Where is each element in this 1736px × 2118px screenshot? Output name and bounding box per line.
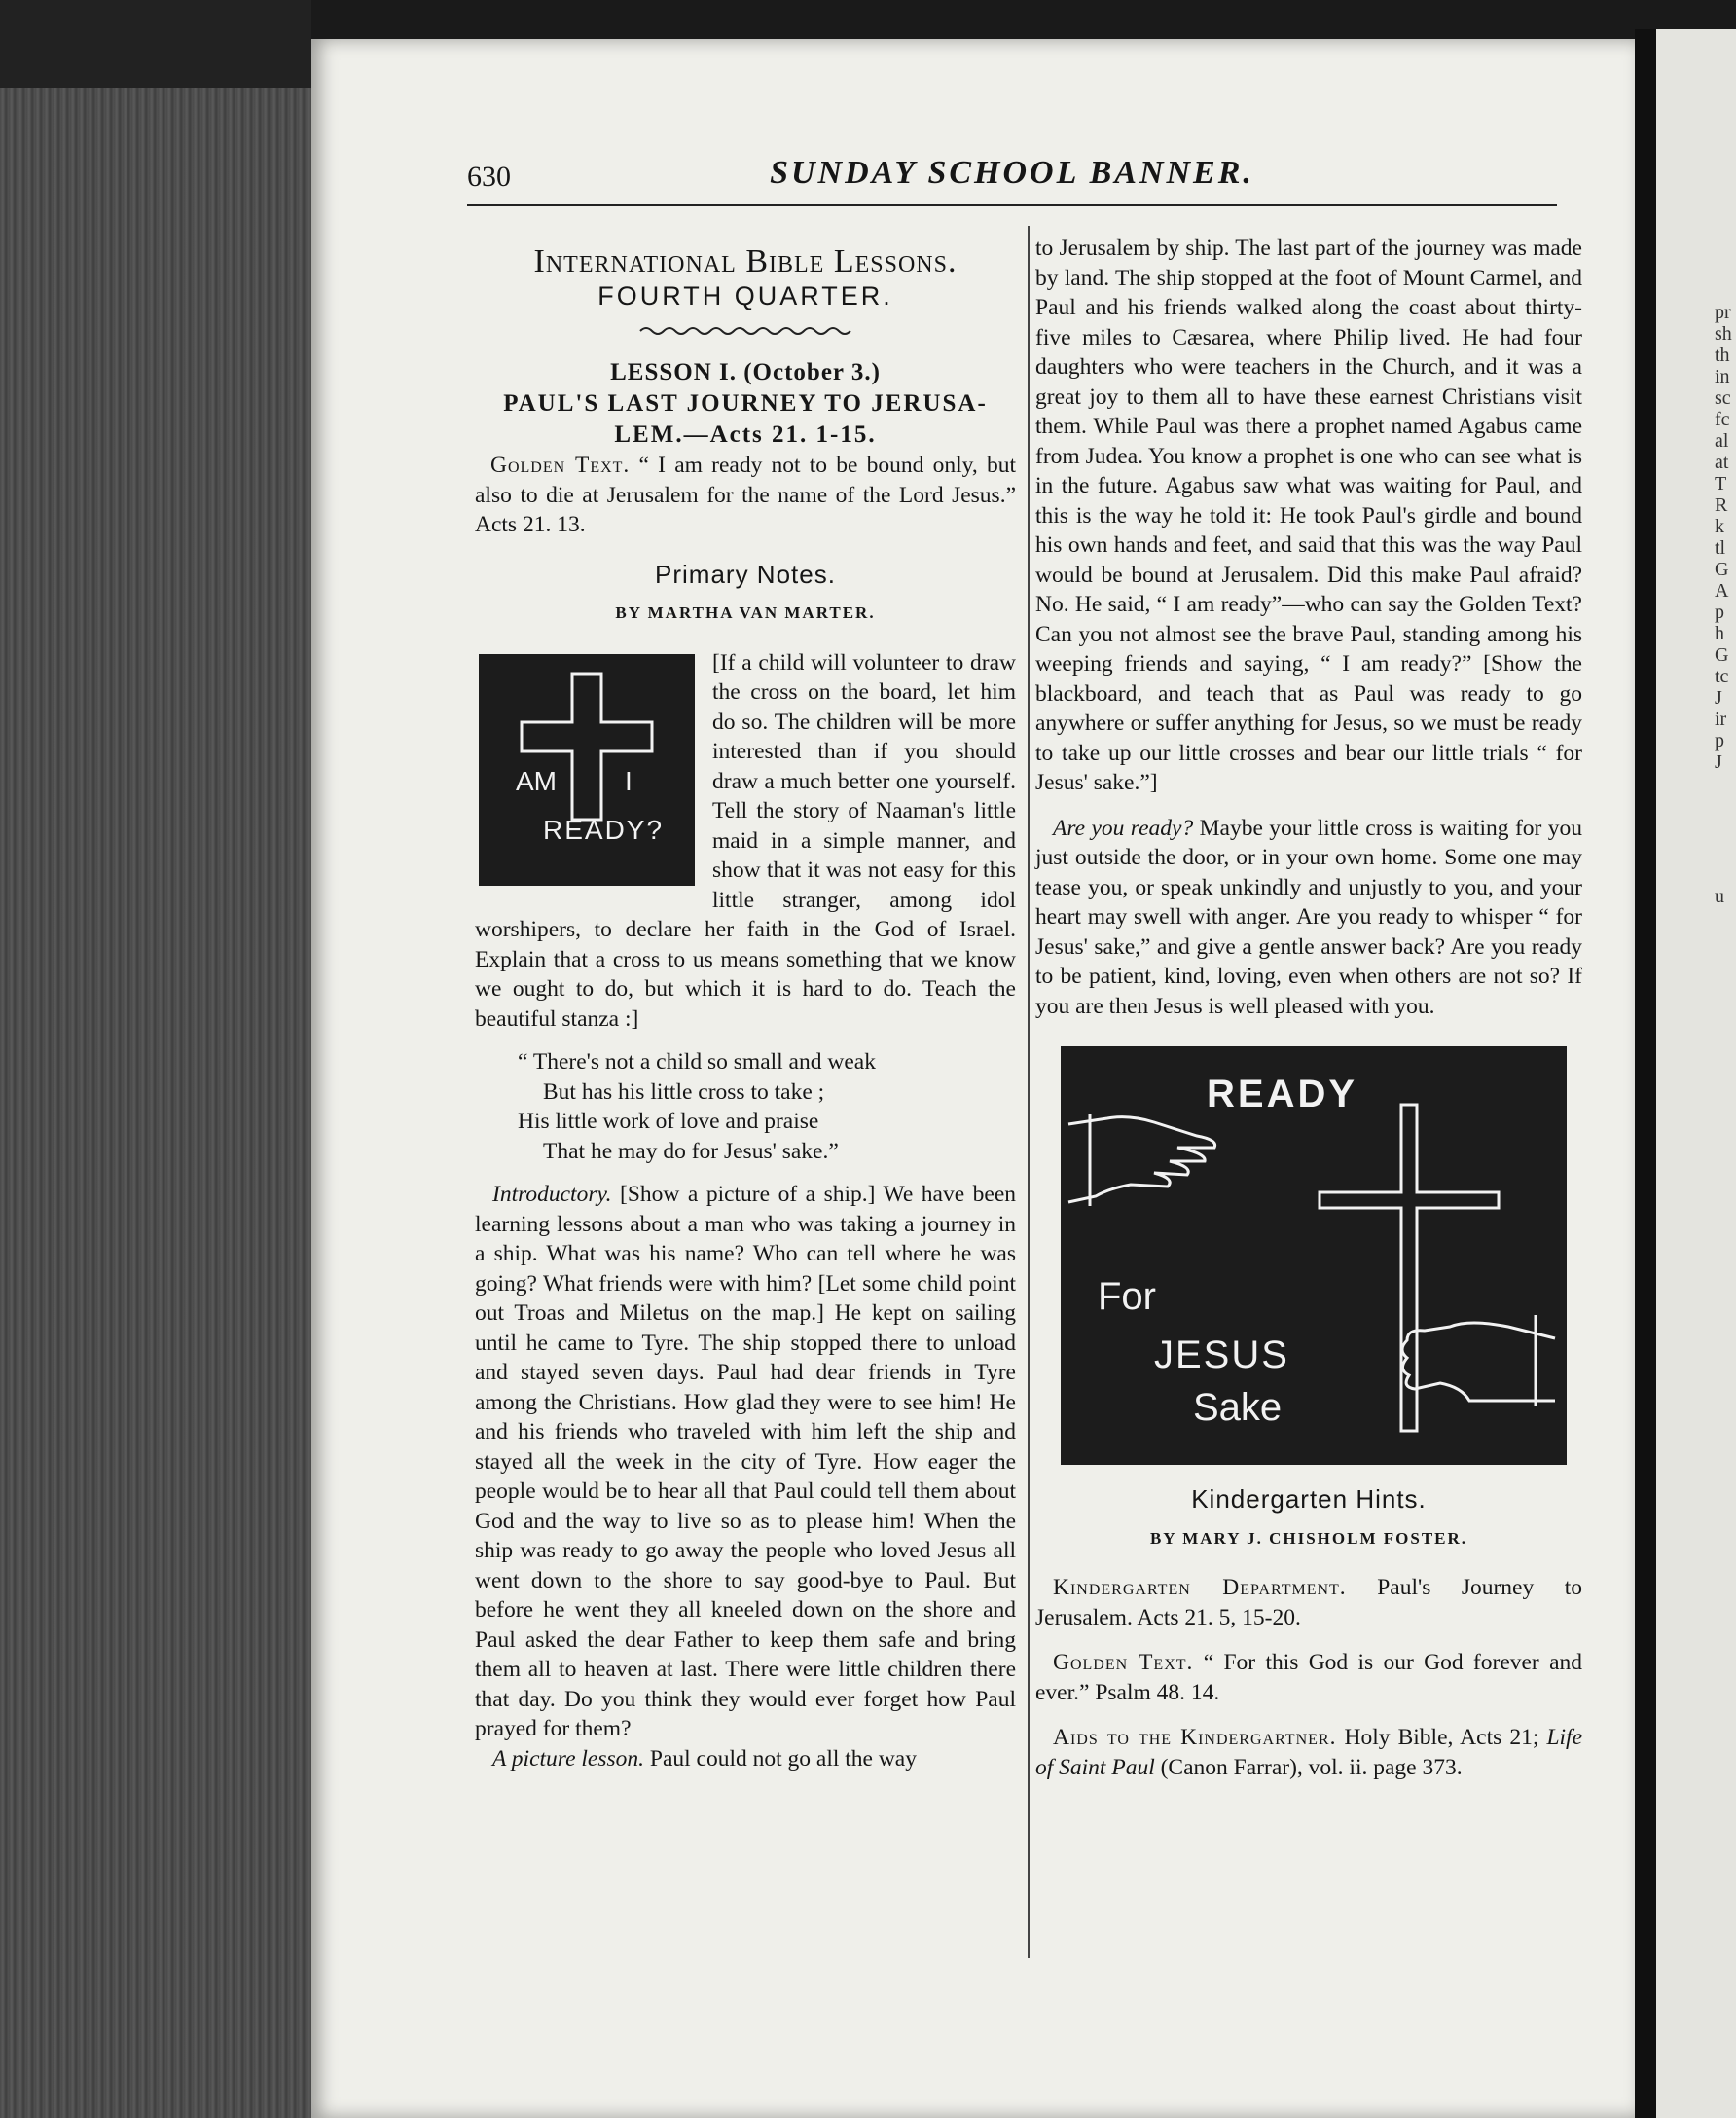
aids-label: Aids to the Kindergartner. [1053,1725,1337,1750]
board-text-jesus: JESUS [1154,1333,1289,1376]
golden-text-body: “ I am ready not to be bound only, but also to die at Jerusalem for the name of the Lord Jesus.” Acts 21. 13. [475,453,1016,537]
scan-top-border [311,0,1736,39]
running-title: SUNDAY SCHOOL BANNER. [770,155,1254,191]
facing-page-text-fragment: at [1715,452,1729,473]
kd-text: Paul's Journey to Jerusalem. Acts 21. 5, 15-20. [1035,1575,1583,1630]
facing-page-text-fragment: sc [1715,387,1731,409]
picture-lesson-label: A picture lesson. [492,1745,644,1771]
book-page-edges [0,0,311,2118]
cross-outline [1320,1105,1499,1431]
book-edge-shadow [0,0,311,88]
lesson-title: PAUL'S LAST JOURNEY TO JERUSA-LEM.—Acts 21. 1-15. [503,390,988,448]
poem-line: “ There's not a child so small and weak [518,1049,876,1075]
facing-page-text-fragment: p [1715,730,1724,751]
board-text-am: AM [516,765,557,796]
kindergarten-golden-text [1035,1648,1582,1707]
aids-to-kindergartner [1035,1723,1582,1782]
quarter-title: FOURTH QUARTER. [597,280,893,310]
picture-lesson-paragraph [475,1744,1016,1774]
introductory-paragraph [475,1180,1016,1744]
facing-page-text-fragment: G [1715,644,1729,666]
column-rule [1028,226,1030,1958]
facing-page-text-fragment: th [1715,345,1730,366]
kg-text: “ For this God is our God forever and ever.” Psalm 48. 14. [1035,1650,1582,1705]
facing-page-text-fragment: u [1715,886,1724,907]
are-you-ready-paragraph [1035,814,1582,1022]
facing-page-text-fragment: ir [1715,709,1727,730]
facing-page-text-fragment: tc [1715,666,1729,687]
book-gutter [1635,29,1656,2118]
aids-text-1: Holy Bible, Acts 21; [1344,1725,1539,1750]
are-you-ready-text: Maybe your little cross is waiting for you just outside the door, or in your own home. Some one may tease you, or speak unkindly and unjustly to you, and your heart may swell with anger. Are you ready to whisper “ for Jesus' sake,” and give a gentle answer back? Are you ready to be patient, kind, loving, even when others are not so? If you are then Jesus is well pleased with you. [1035,815,1583,1019]
section-title: International Bible Lessons. [533,243,958,279]
facing-page-text-fragment: J [1715,687,1722,709]
facing-page-text-fragment: sh [1715,323,1732,345]
kd-label: Kindergarten Department. [1053,1575,1347,1600]
left-hand-drawing [1068,1114,1215,1206]
picture-lesson-text: Paul could not go all the way [649,1745,917,1771]
poem-line: His little work of love and praise [518,1109,819,1134]
board-text-sake: Sake [1193,1386,1283,1429]
facing-page-text-fragment: pr [1715,302,1731,323]
header-rule [467,204,1557,206]
introductory-text: [Show a picture of a ship.] We have been learning lessons about a man who was taking a journey in a ship. What was his name? Who can tell where he was going? What friends were with him? [Let some child point out Troas and Miletus on the map.] He kept on sailing until he came to Tyre. The ship stopped there to unload and stayed seven days. Paul had dear friends in Tyre among the Christians. How glad they were to see him! He and his friends who traveled with him left the ship and stayed all the week in the city of Tyre. How eager the people would be to hear all that Paul could tell them about God and the way to live so as to please him! When the ship was ready to go away the people who loved Jesus all went down to the shore to say good-bye to Paul. But before he went they all kneeled down on the shore and Paul asked the dear Father to keep them safe and bring them all to heaven at last. There were little children there that day. Do you think they would ever forget how Paul prayed for them? [475,1182,1017,1741]
golden-text-label: Golden Text. [490,453,631,478]
facing-page-text-fragment: G [1715,559,1729,580]
poem-line: That he may do for Jesus' sake.” [543,1138,839,1164]
facing-page-text-fragment: J [1715,751,1722,773]
facing-page-text-fragment: A [1715,580,1729,602]
facing-page-text-fragment: fc [1715,409,1730,430]
facing-page-text-fragment: p [1715,602,1724,623]
poem-line: But has his little cross to take ; [543,1078,825,1105]
intro-paragraph: [If a child will volunteer to draw the cross on the board, let him do so. The children will be more interested than if you should draw a much better one yourself. Tell the story of Naaman's little maid in a simple manner, and show that it was not easy for this little stranger, among idol worshipers, to declare her faith in the God of Israel. Explain that a cross to us means something that we know we ought to do, but which it is hard to do. Teach the beautiful stanza :] [475,649,1016,1032]
kg-label: Golden Text. [1053,1650,1194,1675]
facing-page-text-fragment: R [1715,494,1728,516]
facing-page-text-fragment: k [1715,516,1724,537]
golden-text [475,451,1016,540]
board-text-ready: READY? [543,814,665,845]
continuation-paragraph: to Jerusalem by ship. The last part of the journey was made by land. The ship stopped at the foot of Mount Carmel, and Paul and his friends walked along the coast about thirty-five miles to Cæsarea, where Philip lived. He had four daughters who were teachers in the Church, and it was a great joy to them all to have these earnest Christians visit them. While Paul was there a prophet named Agabus came from Judea. You know a prophet is one who can see what is in the future. Agabus saw what was waiting for Paul, and this is the way he told it: He took Paul's girdle and bound his own hands and feet, and said that this was the way Paul would be bound at Jerusalem. Did this make Paul afraid? No. He said, “ I am ready”—who can say the Golden Text? Can you not almost see the brave Paul, standing among his weeping friends and saying, “ I am ready?” [Show the blackboard, and teach that as Paul was ready to go anywhere or suffer anything for Jesus, so we must be ready to take up our little crosses and bear our little trials “ for Jesus' sake.”] [1035,236,1582,795]
facing-page-text-fragment: h [1715,623,1724,644]
facing-page-fragment [1656,29,1736,2118]
kindergarten-heading: Kindergarten Hints. [1191,1484,1427,1514]
introductory-label: Introductory. [492,1182,612,1207]
aids-text-2: (Canon Farrar), vol. ii. page 373. [1160,1754,1463,1780]
blackboard-am-i-ready [479,654,695,886]
poem [518,1047,1016,1166]
facing-page-text-fragment: tl [1715,537,1726,559]
board-text-for: For [1098,1275,1156,1318]
board-text-ready-2: READY [1207,1073,1358,1115]
kindergarten-department [1035,1573,1582,1632]
board-text-i: I [625,765,633,796]
kindergarten-byline: BY MARY J. CHISHOLM FOSTER. [1149,1528,1468,1548]
cross-drawing [479,654,695,886]
right-hand-drawing [1402,1315,1555,1406]
right-column [1035,234,1582,1782]
left-column [475,234,1016,1773]
primary-notes-heading: Primary Notes. [655,559,836,589]
blackboard-ready-for-jesus-sake [1061,1046,1567,1465]
page-number: 630 [467,161,511,193]
facing-page-text-fragment: T [1715,473,1727,494]
primary-notes-byline: BY MARTHA VAN MARTER. [615,603,876,622]
facing-page-text-fragment: al [1715,430,1729,452]
ready-drawing [1061,1046,1567,1465]
facing-page-text-fragment: in [1715,366,1730,387]
aids-book-title: Life of Saint Paul [1035,1725,1582,1780]
lesson-number: LESSON I. (October 3.) [610,359,881,385]
wavy-rule-ornament [638,324,852,338]
are-you-ready-label: Are you ready? [1053,815,1194,841]
page-header [467,151,1557,203]
